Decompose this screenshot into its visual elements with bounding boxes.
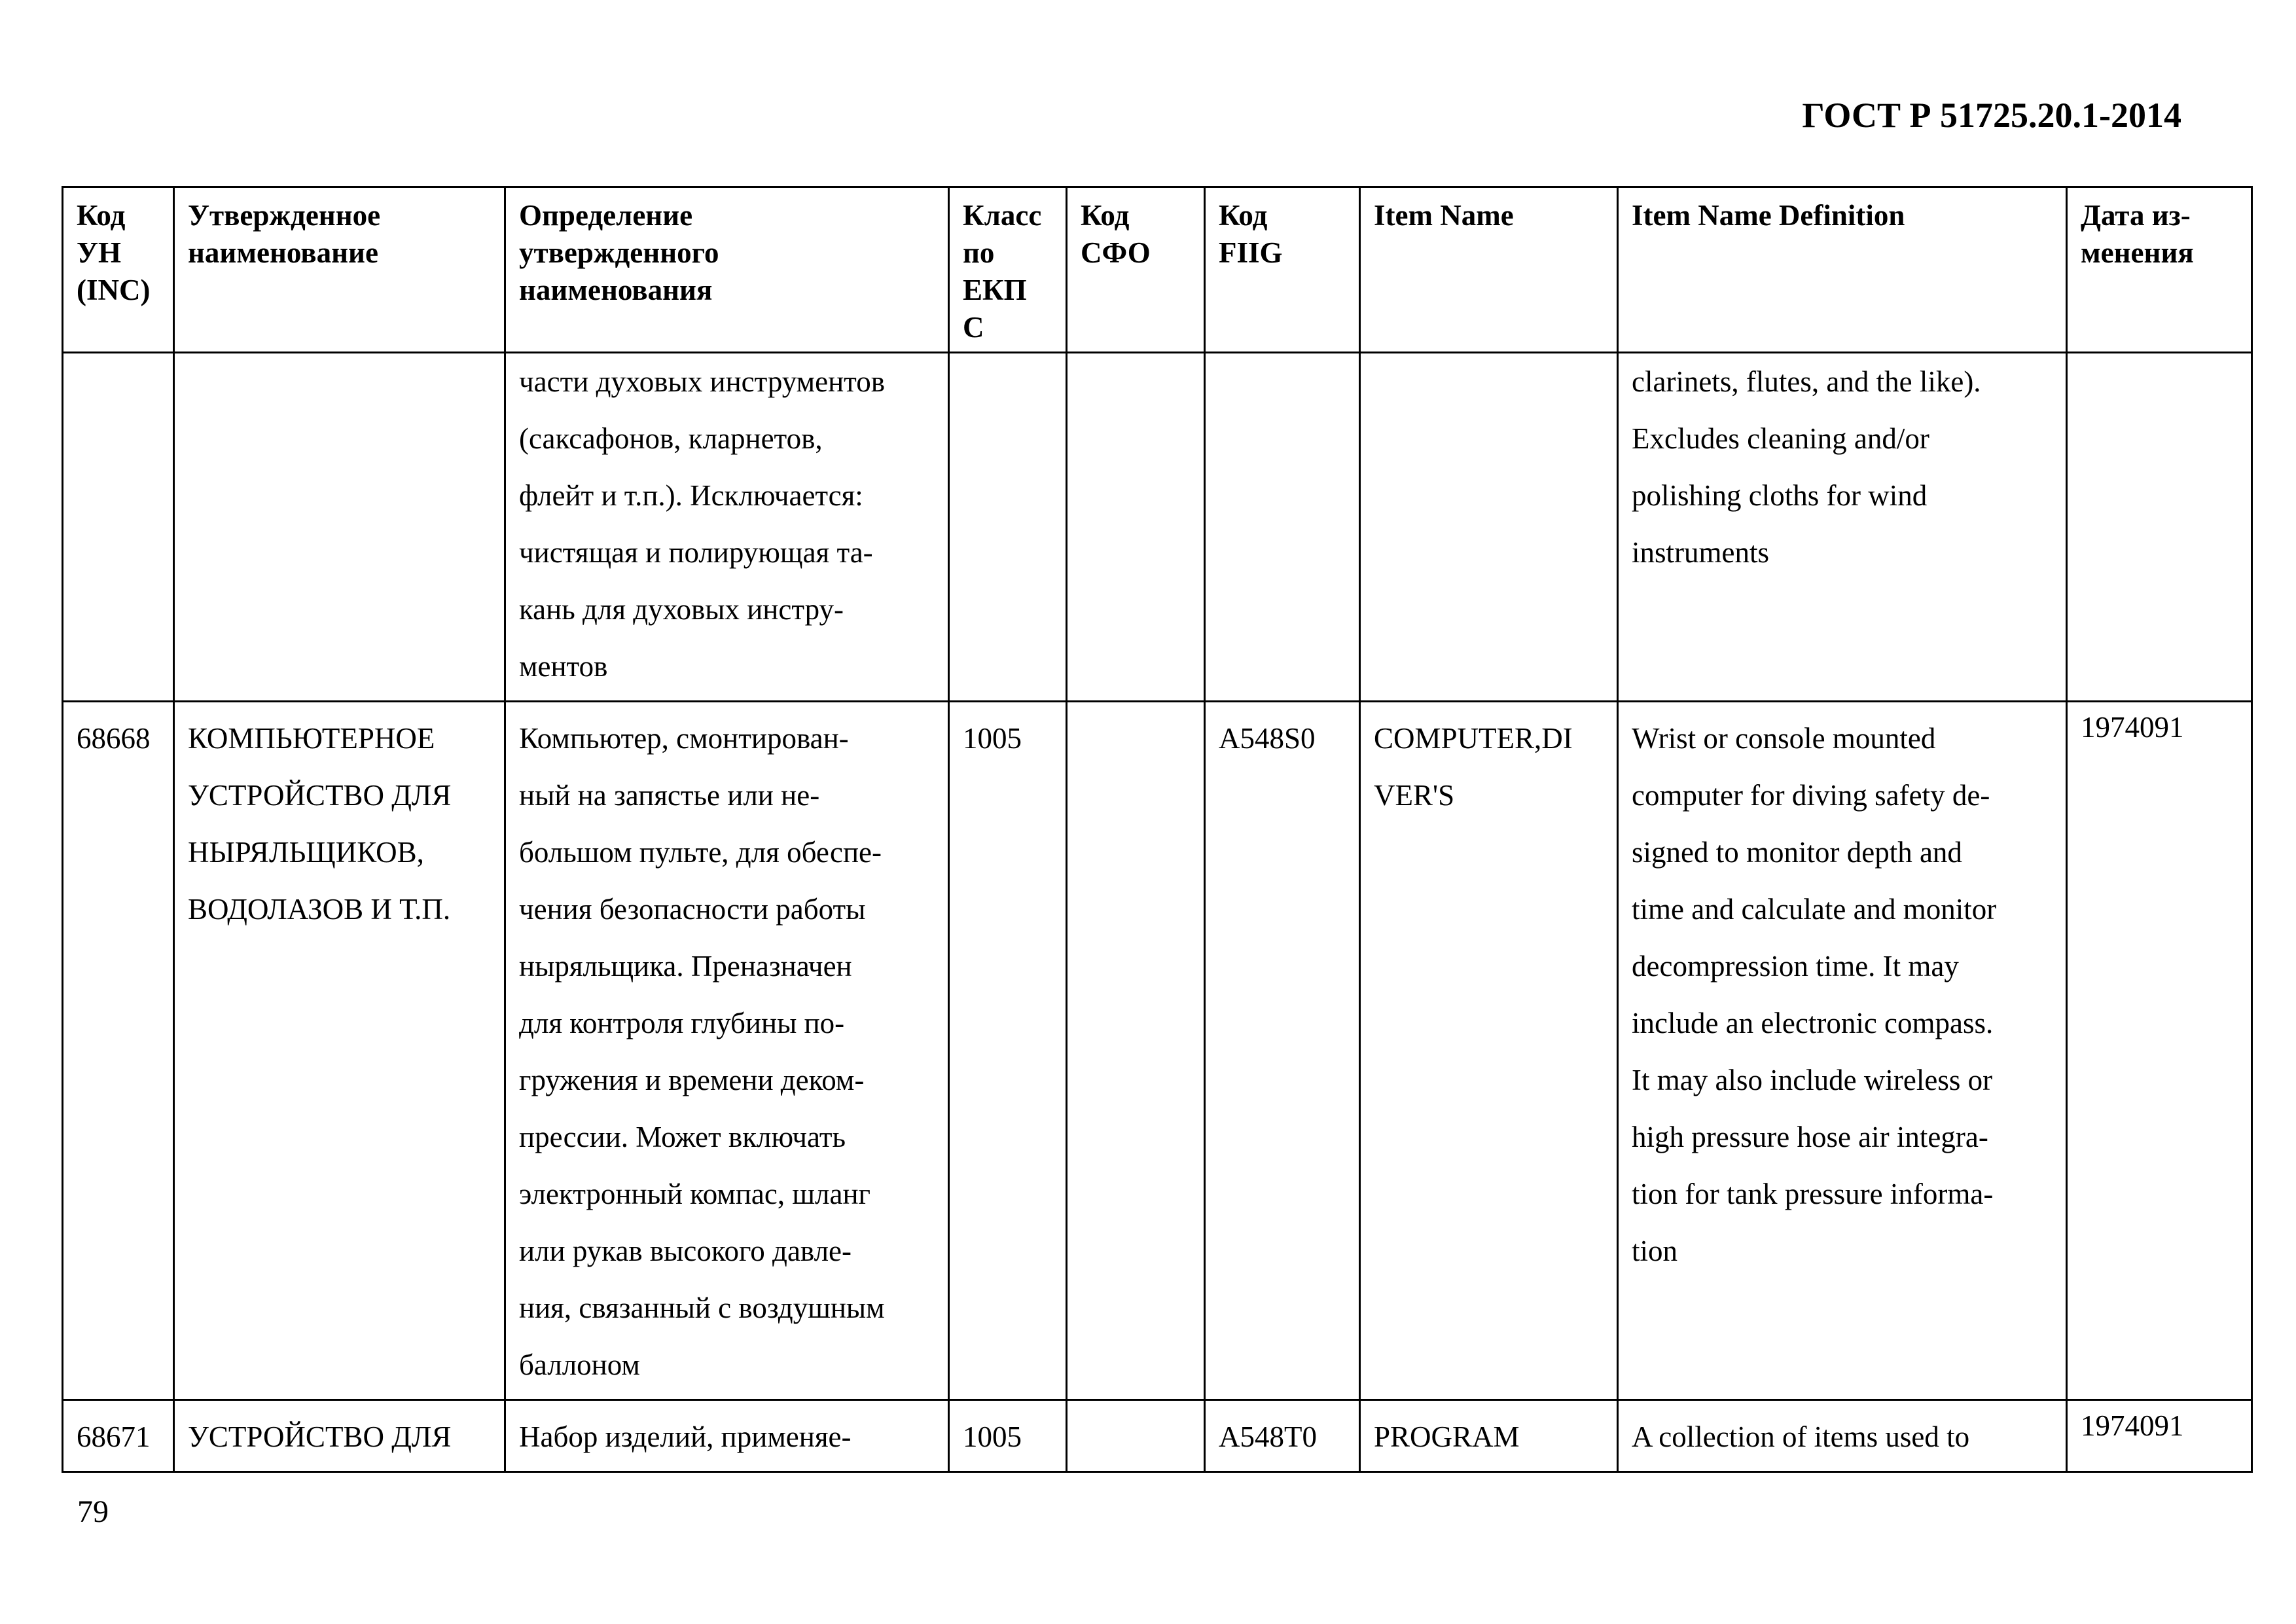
column-header-fiig-code: Код FIIG (1205, 187, 1360, 353)
column-header-approved-name: Утвержденное наименование (174, 187, 505, 353)
cell-fiig-code: A548S0 (1205, 702, 1360, 1400)
document-standard-number: ГОСТ Р 51725.20.1-2014 (1802, 96, 2181, 135)
cell-ekps-class (949, 353, 1067, 702)
column-header-ekps-class: Класс по ЕКП С (949, 187, 1067, 353)
cell-approved-name: КОМПЬЮТЕРНОЕ УСТРОЙСТВО ДЛЯ НЫРЯЛЬЩИКОВ, ВОДОЛАЗОВ И Т.П. (174, 702, 505, 1400)
table-header-row (63, 187, 2252, 353)
cell-inc: 68668 (63, 702, 174, 1400)
cell-inc (63, 353, 174, 702)
column-header-sfo-code: Код СФО (1067, 187, 1205, 353)
cell-item-name-definition: A collection of items used to (1618, 1400, 2067, 1472)
column-header-name-definition: Определение утвержденного наименования (505, 187, 949, 353)
cell-sfo-code (1067, 1400, 1205, 1472)
column-header-change-date: Дата из- менения (2067, 187, 2252, 353)
cell-approved-name: УСТРОЙСТВО ДЛЯ (174, 1400, 505, 1472)
table-row (63, 353, 2252, 702)
cell-change-date: 1974091 (2067, 1400, 2252, 1472)
cell-inc: 68671 (63, 1400, 174, 1472)
cell-name-definition: Компьютер, смонтирован- ный на запястье или не- большом пульте, для обеспе- чения безопасности работы ныряльщика. Преназначен для контроля глубины по- гружения и времени деком- прессии. Может включать электронный компас, шланг или рукав высокого давле- ния, связанный с воздушным баллоном (505, 702, 949, 1400)
cell-name-definition: Набор изделий, применяе- (505, 1400, 949, 1472)
cell-item-name: PROGRAM (1360, 1400, 1618, 1472)
cell-sfo-code (1067, 353, 1205, 702)
column-header-item-name-definition: Item Name Definition (1618, 187, 2067, 353)
cell-sfo-code (1067, 702, 1205, 1400)
column-header-inc: Код УН (INC) (63, 187, 174, 353)
cell-fiig-code: A548T0 (1205, 1400, 1360, 1472)
cell-change-date (2067, 353, 2252, 702)
cell-item-name (1360, 353, 1618, 702)
cell-item-name-definition: Wrist or console mounted computer for diving safety de- signed to monitor depth and time and calculate and monitor decompression time. It may include an electronic compass. It may also include wireless or high pressure hose air integra- tion for tank pressure informa- tion (1618, 702, 2067, 1400)
cell-change-date: 1974091 (2067, 702, 2252, 1400)
cell-item-name: COMPUTER,DI VER'S (1360, 702, 1618, 1400)
cell-ekps-class: 1005 (949, 1400, 1067, 1472)
column-header-item-name: Item Name (1360, 187, 1618, 353)
classification-table (62, 186, 2253, 1473)
cell-approved-name (174, 353, 505, 702)
table-row (63, 1400, 2252, 1472)
table-row (63, 702, 2252, 1400)
cell-ekps-class: 1005 (949, 702, 1067, 1400)
page-number: 79 (77, 1494, 109, 1529)
cell-fiig-code (1205, 353, 1360, 702)
cell-item-name-definition: clarinets, flutes, and the like). Excludes cleaning and/or polishing cloths for wind instruments (1618, 353, 2067, 702)
cell-name-definition: части духовых инструментов (саксафонов, кларнетов, флейт и т.п.). Исключается: чистящая и полирующая та- кань для духовых инстру- ментов (505, 353, 949, 702)
